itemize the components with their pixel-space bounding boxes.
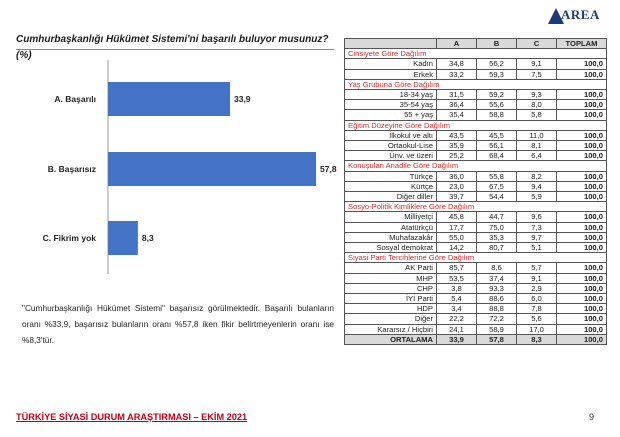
table-cell: 3,4 (437, 304, 477, 314)
table-row (345, 90, 607, 100)
table-cell: 100,0 (557, 59, 607, 69)
table-cell: 100,0 (557, 171, 607, 181)
table-cell: 9,1 (517, 273, 557, 283)
value-label-2: 8,3 (141, 233, 154, 243)
footer-title: TÜRKİYE SİYASİ DURUM ARAŞTIRMASI – EKİM 2021 (16, 412, 248, 422)
table-header-3: C (517, 39, 557, 49)
section-title: Sosyo-Politik Kimliklere Göre Dağılım (345, 202, 607, 212)
table-cell: 58,9 (477, 324, 517, 334)
table-cell: 8,0 (517, 100, 557, 110)
row-label: HDP (345, 304, 437, 314)
table-cell: 100,0 (557, 243, 607, 253)
table-row (345, 59, 607, 69)
section-title: Yaş Grubuna Göre Dağılım (345, 79, 607, 89)
table-row (345, 212, 607, 222)
table-cell: 80,7 (477, 243, 517, 253)
survey-question: Cumhurbaşkanlığı Hükümet Sistemi'ni başarılı buluyor musunuz? (%) (16, 34, 329, 61)
table-cell: 100,0 (557, 90, 607, 100)
table-cell: 43,5 (437, 130, 477, 140)
table-cell: 55,6 (477, 100, 517, 110)
category-label-1: B. Başarısız (47, 164, 96, 174)
table-row (345, 273, 607, 283)
table-cell: 5,7 (517, 263, 557, 273)
row-label: Diğer diller (345, 192, 437, 202)
table-cell: 2,9 (517, 283, 557, 293)
table-row (345, 304, 607, 314)
table-cell: 9,7 (517, 232, 557, 242)
row-label: Diğer (345, 314, 437, 324)
category-label-0: A. Başarılı (54, 94, 96, 104)
table-row (345, 283, 607, 293)
table-row (345, 294, 607, 304)
table-cell: 53,5 (437, 273, 477, 283)
table-cell: 9,1 (517, 59, 557, 69)
table-cell: 17,0 (517, 324, 557, 334)
row-label: Muhafazakâr (345, 232, 437, 242)
area-logo (548, 2, 612, 30)
table-cell: 36,0 (437, 171, 477, 181)
table-cell: 100,0 (557, 69, 607, 79)
table-row (345, 232, 607, 242)
table-cell: 23,0 (437, 181, 477, 191)
table-cell: 100,0 (557, 283, 607, 293)
table-row (345, 181, 607, 191)
row-label: Kararsız / Hiçbiri (345, 324, 437, 334)
table-row (345, 192, 607, 202)
table-cell: 8,2 (517, 171, 557, 181)
bar-1 (108, 152, 316, 186)
table-cell: 39,7 (437, 192, 477, 202)
table-cell: 5,8 (517, 110, 557, 120)
table-cell: 33,2 (437, 69, 477, 79)
average-cell: 8,3 (517, 334, 557, 344)
row-label: Milliyetçi (345, 212, 437, 222)
table-cell: 100,0 (557, 294, 607, 304)
table-cell: 75,0 (477, 222, 517, 232)
row-label: AK Parti (345, 263, 437, 273)
table-cell: 56,1 (477, 141, 517, 151)
table-cell: 58,8 (477, 110, 517, 120)
row-label: MHP (345, 273, 437, 283)
table-cell: 7,8 (517, 304, 557, 314)
table-row (345, 324, 607, 334)
table-cell: 100,0 (557, 273, 607, 283)
table-row (345, 141, 607, 151)
table-cell: 88,8 (477, 304, 517, 314)
table-header-1: A (437, 39, 477, 49)
table-cell: 100,0 (557, 151, 607, 161)
table-row (345, 243, 607, 253)
table-cell: 100,0 (557, 110, 607, 120)
table-cell: 24,1 (437, 324, 477, 334)
table-cell: 100,0 (557, 314, 607, 324)
table-row (345, 100, 607, 110)
table-cell: 6,4 (517, 151, 557, 161)
table-cell: 7,3 (517, 222, 557, 232)
table-cell: 55,0 (437, 232, 477, 242)
table-cell: 34,8 (437, 59, 477, 69)
breakdown-table (344, 38, 607, 345)
average-row (345, 334, 607, 344)
table-cell: 6,0 (517, 294, 557, 304)
table-cell: 100,0 (557, 263, 607, 273)
table-cell: 17,7 (437, 222, 477, 232)
row-label: Erkek (345, 69, 437, 79)
row-label: Kadın (345, 59, 437, 69)
average-cell: 57,8 (477, 334, 517, 344)
table-cell: 54,4 (477, 192, 517, 202)
section-title: Eğitim Düzeyine Göre Dağılım (345, 120, 607, 130)
average-cell: 100,0 (557, 334, 607, 344)
table-cell: 100,0 (557, 212, 607, 222)
table-cell: 14,2 (437, 243, 477, 253)
table-cell: 9,4 (517, 181, 557, 191)
value-label-1: 57,8 (320, 164, 337, 174)
table-cell: 35,9 (437, 141, 477, 151)
table-cell: 100,0 (557, 222, 607, 232)
table-row (345, 263, 607, 273)
average-cell: 33,9 (437, 334, 477, 344)
table-header-2: B (477, 39, 517, 49)
row-label: 18-34 yaş (345, 90, 437, 100)
table-cell: 100,0 (557, 324, 607, 334)
section-title: Siyasi Parti Tercihlerine Göre Dağılım (345, 253, 607, 263)
table-cell: 35,3 (477, 232, 517, 242)
table-cell: 22,2 (437, 314, 477, 324)
table-row (345, 69, 607, 79)
row-label: Ortaokul-Lise (345, 141, 437, 151)
table-cell: 5,9 (517, 192, 557, 202)
table-cell: 35,4 (437, 110, 477, 120)
table-cell: 67,5 (477, 181, 517, 191)
logo-text: AREA (561, 7, 600, 22)
table-cell: 7,5 (517, 69, 557, 79)
bar-2 (108, 221, 138, 255)
section-title: Cinsiyete Göre Dağılım (345, 49, 607, 59)
average-label: ORTALAMA (345, 334, 437, 344)
table-cell: 100,0 (557, 141, 607, 151)
table-cell: 100,0 (557, 181, 607, 191)
table-cell: 31,5 (437, 90, 477, 100)
table-cell: 100,0 (557, 232, 607, 242)
bar-chart (0, 52, 340, 282)
table-cell: 88,6 (477, 294, 517, 304)
bar-0 (108, 82, 230, 116)
row-label: 35-54 yaş (345, 100, 437, 110)
table-cell: 9,3 (517, 90, 557, 100)
table-cell: 8,6 (477, 263, 517, 273)
table-cell: 68,4 (477, 151, 517, 161)
table-cell: 100,0 (557, 304, 607, 314)
table-cell: 59,2 (477, 90, 517, 100)
row-label: Türkçe (345, 171, 437, 181)
table-header-4: TOPLAM (557, 39, 607, 49)
row-label: Atatürkçü (345, 222, 437, 232)
question-divider (16, 49, 334, 50)
row-label: Ünv. ve üzeri (345, 151, 437, 161)
category-label-2: C. Fikrim yok (42, 233, 96, 243)
table-cell: 9,6 (517, 212, 557, 222)
table-cell: 25,2 (437, 151, 477, 161)
summary-note: "Cumhurbaşkanlığı Hükümet Sistemi" başarısız görülmektedir. Başarılı bulanların oranı %33,9, başarısız bulanların oranı %57,8 iken fikir belirtmeyenlerin oranı ise %8,3'tür. (22, 303, 334, 345)
table-cell: 85,7 (437, 263, 477, 273)
table-header-0 (345, 39, 437, 49)
table-cell: 100,0 (557, 100, 607, 110)
table-cell: 5,6 (517, 314, 557, 324)
row-label: 55 + yaş (345, 110, 437, 120)
table-cell: 72,2 (477, 314, 517, 324)
table-cell: 5,1 (517, 243, 557, 253)
table-cell: 11,0 (517, 130, 557, 140)
table-cell: 93,3 (477, 283, 517, 293)
table-cell: 56,2 (477, 59, 517, 69)
table-cell: 59,3 (477, 69, 517, 79)
table-cell: 37,4 (477, 273, 517, 283)
table-cell: 36,4 (437, 100, 477, 110)
table-cell: 100,0 (557, 192, 607, 202)
table-row (345, 110, 607, 120)
row-label: Kürtçe (345, 181, 437, 191)
table-cell: 55,8 (477, 171, 517, 181)
section-title: Konuşulan Anadile Göre Dağılım (345, 161, 607, 171)
row-label: CHP (345, 283, 437, 293)
table-row (345, 222, 607, 232)
row-label: İlkokul ve altı (345, 130, 437, 140)
table-cell: 100,0 (557, 130, 607, 140)
table-cell: 44,7 (477, 212, 517, 222)
table-cell: 5,4 (437, 294, 477, 304)
table-cell: 8,1 (517, 141, 557, 151)
value-label-0: 33,9 (233, 94, 251, 104)
page-number: 9 (589, 412, 595, 422)
table-row (345, 151, 607, 161)
row-label: İYİ Parti (345, 294, 437, 304)
row-label: Sosyal demokrat (345, 243, 437, 253)
table-cell: 45,8 (437, 212, 477, 222)
table-cell: 45,5 (477, 130, 517, 140)
table-row (345, 130, 607, 140)
table-row (345, 314, 607, 324)
table-cell: 3,8 (437, 283, 477, 293)
table-row (345, 171, 607, 181)
